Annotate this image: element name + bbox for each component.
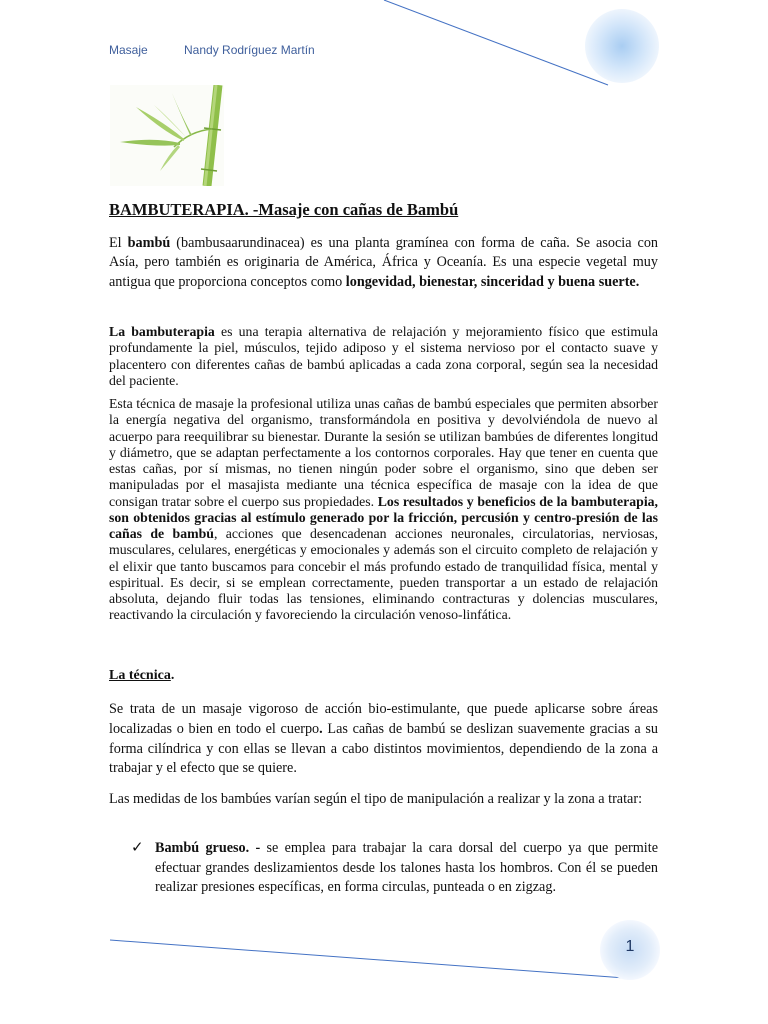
bambuterapia-text: es una terapia alternativa de relajación y mejoramiento físico que estimula profundamente la piel, músculos, tejido adiposo y el sistema nervioso por el contacto suave y placentero con diferentes cañas de bambú aplicadas a cada zona corporal, según sea la necesidad del paciente.	[109, 324, 659, 388]
tecnica-bold-results: Los resultados y beneficios de la bambuterapia, son obtenidos gracias al estímulo generado por la fricción, percusión y centro-presión de las cañas de bambú	[109, 493, 659, 541]
trata-text-1: Se trata de un masaje vigoroso de acción bio-estimulante, que puede aplicarse sobre áreas localizadas o bien en todo el cuerpo	[109, 701, 658, 737]
intro-bold-concepts: longevidad, bienestar, sinceridad y buena suerte.	[345, 273, 640, 290]
la-tecnica-heading-dot: .	[170, 668, 175, 683]
trata-paragraph	[109, 700, 658, 779]
page-number: 1	[625, 938, 635, 955]
list-item-bold: Bambú grueso. -	[155, 840, 261, 856]
footer-decor-line	[110, 940, 625, 978]
checkmark-icon: ✓	[131, 840, 144, 856]
tecnica-description-paragraph	[109, 396, 658, 624]
intro-bold-bambu: bambú	[127, 235, 171, 251]
list-item-text: se emplea para trabajar la cara dorsal del cuerpo ya que permite efectuar grandes deslizamientos desde los talones hasta los hombros. Con él se pueden realizar presiones específicas, en forma circulas, punteada o en zigzag.	[155, 840, 658, 896]
intro-text-2: (bambusaarundinacea) es una planta gramínea con forma de caña. Se asocia con Asía, pero también es originaria de América, África y Oceanía. Es una especie vegetal muy antigua que proporciona conceptos como	[109, 235, 659, 290]
trata-text-2: Las cañas de bambú se deslizan suavemente gracias a su forma cilíndrica y con ellas se llevan a cabo distintos movimientos, dependiendo de la zona a trabajar y el efecto que se quiere.	[109, 720, 658, 777]
bamboo-image	[110, 85, 224, 186]
trata-bold-dot: .	[319, 720, 323, 737]
header-section: Masaje	[109, 43, 148, 57]
header-decor-line	[384, 0, 608, 85]
bambuterapia-bold: La bambuterapia	[109, 324, 215, 339]
la-tecnica-heading-text: La técnica	[109, 668, 171, 683]
list-item	[155, 839, 658, 898]
intro-paragraph	[109, 234, 658, 292]
medidas-paragraph: Las medidas de los bambúes varían según el tipo de manipulación a realizar y la zona a tratar:	[109, 791, 643, 807]
intro-text-1: El	[109, 235, 128, 251]
bambuterapia-paragraph	[109, 324, 658, 389]
header-author: Nandy Rodríguez Martín	[184, 43, 315, 57]
tecnica-text-1: Esta técnica de masaje la profesional utiliza unas cañas de bambú especiales que permiten absorber la energía negativa del organismo, transformándola en positiva y devolviéndola de nuevo al acuerpo para reequilibrar su bienestar. Durante la sesión se utilizan bambúes de diferentes longitud y diámetro, que se adaptan perfectamente a los contornos corporales. Hay que tener en cuenta que estas cañas, por sí mismas, no tienen ningún poder sobre el organismo, sino que deben ser manipuladas por el masajista mediante una técnica específica de masaje con la idea de que consigan tratar sobre el cuerpo sus propiedades.	[109, 396, 658, 509]
la-tecnica-heading	[109, 668, 174, 684]
header-decor-circle	[585, 9, 659, 83]
tecnica-text-2: , acciones que desencadenan acciones neuronales, circulatorias, nerviosas, musculares, celulares, energéticas y emocionales y además son el circuito completo de relajación y el elixir que tanto buscamos para concebir el más profundo estado de tranquilidad física, mental y espiritual. Es decir, si se emplean correctamente, pueden transportar a un estado de relajación absoluta, dejando fluir todas las tensiones, eliminando contracturas y dolencias musculares, reactivando la circulación y favoreciendo la circulación venoso-linfática.	[109, 526, 658, 623]
page-title: BAMBUTERAPIA. -Masaje con cañas de Bambú	[109, 200, 459, 219]
